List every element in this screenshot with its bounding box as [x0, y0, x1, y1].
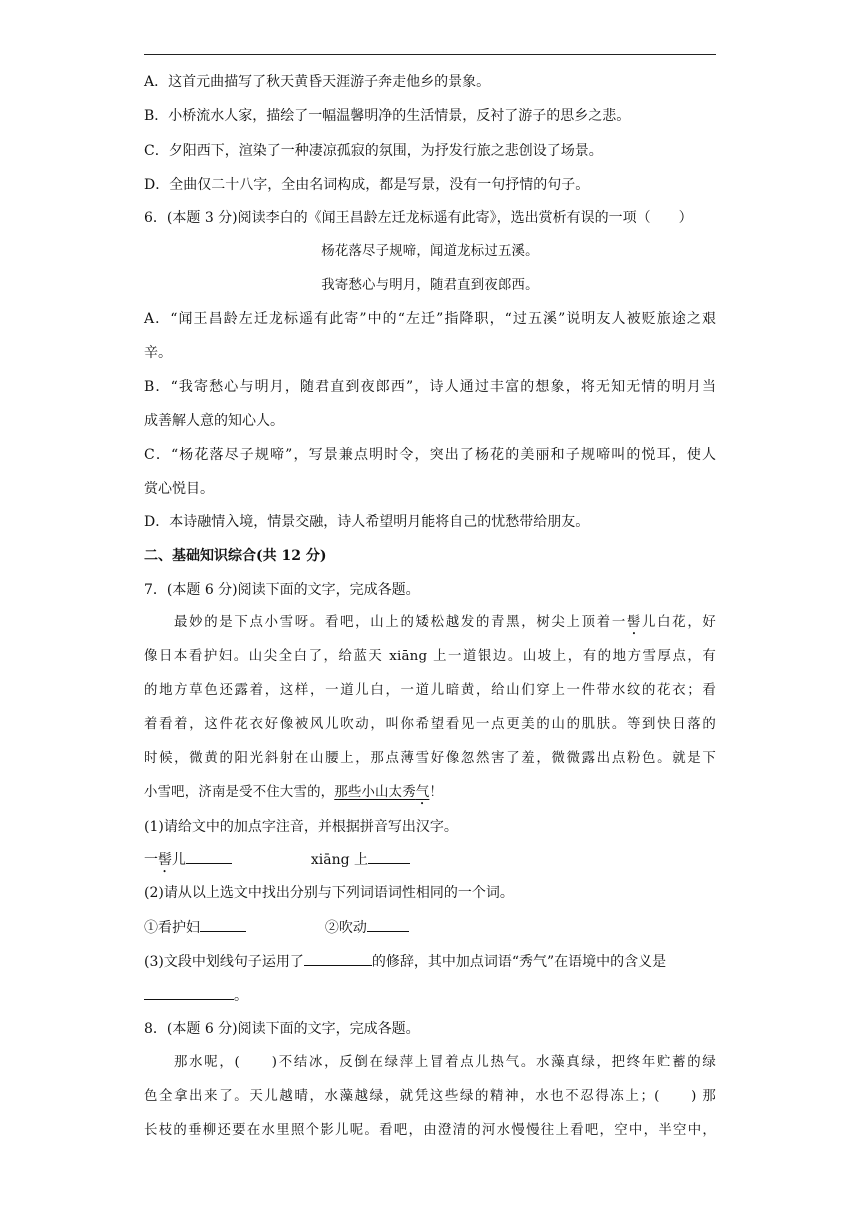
answer-blank[interactable] — [186, 849, 232, 864]
q7-sub3-prompt: (3)文段中划线句子运用了 的修辞，其中加点词语“秀气”在语境中的含义是 — [144, 951, 716, 972]
q8-passage-line-2: 色全拿出来了。天儿越晴，水藻越绿，就凭这些绿的精神，水也不忍得冻上；( ) 那 — [144, 1089, 716, 1104]
q8-passage-line-3: 长枝的垂柳还要在水里照个影儿呢。看吧，由澄清的河水慢慢往上看吧，空中，半空中， — [144, 1123, 716, 1138]
q7-sub2-answers: ①看护妇 ②吹动 — [144, 917, 716, 938]
q6-poem-line-1: 杨花落尽子规啼，闻道龙标过五溪。 — [321, 244, 539, 259]
q7-passage-line-3: 的地方草色还露着，这样，一道儿白，一道儿暗黄，给山们穿上一件带水纹的花衣；看 — [144, 683, 716, 698]
q6-option-d: D．本诗融情入境，情景交融，诗人希望明月能将自己的忧愁带给朋友。 — [144, 514, 590, 530]
q7-sub1-answers: 一髻儿 xiāng 上 — [144, 849, 716, 876]
q5-option-c: C．夕阳西下，渲染了一种凄凉孤寂的氛围，为抒发行旅之悲创设了场景。 — [144, 143, 603, 159]
q7-passage-line-1: 最妙的是下点小雪呀。看吧，山上的矮松越发的青黑，树尖上顶着一髻儿白花，好 — [174, 615, 717, 630]
q7-passage-line-6: 小雪吧，济南是受不住大雪的，那些小山太秀气！ — [144, 785, 444, 800]
answer-blank[interactable] — [367, 917, 409, 932]
q6-option-c-cont: 赏心悦目。 — [144, 481, 214, 497]
q5-option-d: D．全曲仅二十八字，全由名词构成，都是写景，没有一句抒情的句子。 — [144, 177, 590, 193]
section-heading: 二、基础知识综合(共 12 分) — [144, 548, 327, 564]
q6-option-a-cont: 辛。 — [144, 345, 172, 361]
q8-passage-line-1: 那水呢，( )不结冰，反倒在绿萍上冒着点儿热气。水藻真绿，把终年贮蓄的绿 — [174, 1055, 716, 1070]
answer-blank[interactable] — [200, 917, 246, 932]
answer-blank[interactable] — [144, 985, 234, 1000]
header-rule — [144, 54, 716, 55]
underlined-sentence: 那些小山太秀气 — [334, 785, 430, 800]
answer-blank[interactable] — [304, 951, 372, 966]
q7-passage-line-2: 像日本看护妇。山尖全白了，给蓝天 xiāng 上一道银边。山坡上，有的地方雪厚点，有 — [144, 649, 716, 664]
q7-sub2-prompt: (2)请从以上选文中找出分别与下列词语词性相同的一个词。 — [144, 885, 514, 901]
q6-option-c: C．“杨花落尽子规啼”，写景兼点明时令，突出了杨花的美丽和子规啼叫的悦耳，使人 — [144, 447, 716, 463]
q7-stem: 7．(本题 6 分)阅读下面的文字，完成各题。 — [144, 582, 420, 598]
q7-sub3-cont: 。 — [144, 985, 716, 1006]
q6-option-a: A．“闻王昌龄左迁龙标遥有此寄”中的“左迁”指降职，“过五溪”说明友人被贬旅途之艰 — [144, 311, 716, 327]
q6-poem-line-2: 我寄愁心与明月，随君直到夜郎西。 — [321, 278, 539, 293]
q5-option-a: A．这首元曲描写了秋天黄昏天涯游子奔走他乡的景象。 — [144, 74, 491, 90]
dotted-char: 髻 — [626, 615, 643, 630]
q8-stem: 8．(本题 6 分)阅读下面的文字，完成各题。 — [144, 1021, 420, 1037]
q5-option-b: B．小桥流水人家，描绘了一幅温馨明净的生活情景，反衬了游子的思乡之悲。 — [144, 108, 631, 124]
q6-stem: 6．(本题 3 分)阅读李白的《闻王昌龄左迁龙标遥有此寄》，选出赏析有误的一项（ ） — [144, 210, 693, 226]
q6-option-b: B．“我寄愁心与明月，随君直到夜郎西”，诗人通过丰富的想象，将无知无情的明月当 — [144, 379, 716, 395]
q7-passage-line-5: 时候，微黄的阳光斜射在山腰上，那点薄雪好像忽然害了羞，微微露出点粉色。就是下 — [144, 751, 716, 766]
answer-blank[interactable] — [368, 849, 410, 864]
q6-option-b-cont: 成善解人意的知心人。 — [144, 413, 284, 429]
q7-sub1-prompt: (1)请给文中的加点字注音，并根据拼音写出汉字。 — [144, 819, 458, 835]
q7-passage-line-4: 着看着，这件花衣好像被风儿吹动，叫你希望看见一点更美的山的肌肤。等到快日落的 — [144, 717, 716, 732]
